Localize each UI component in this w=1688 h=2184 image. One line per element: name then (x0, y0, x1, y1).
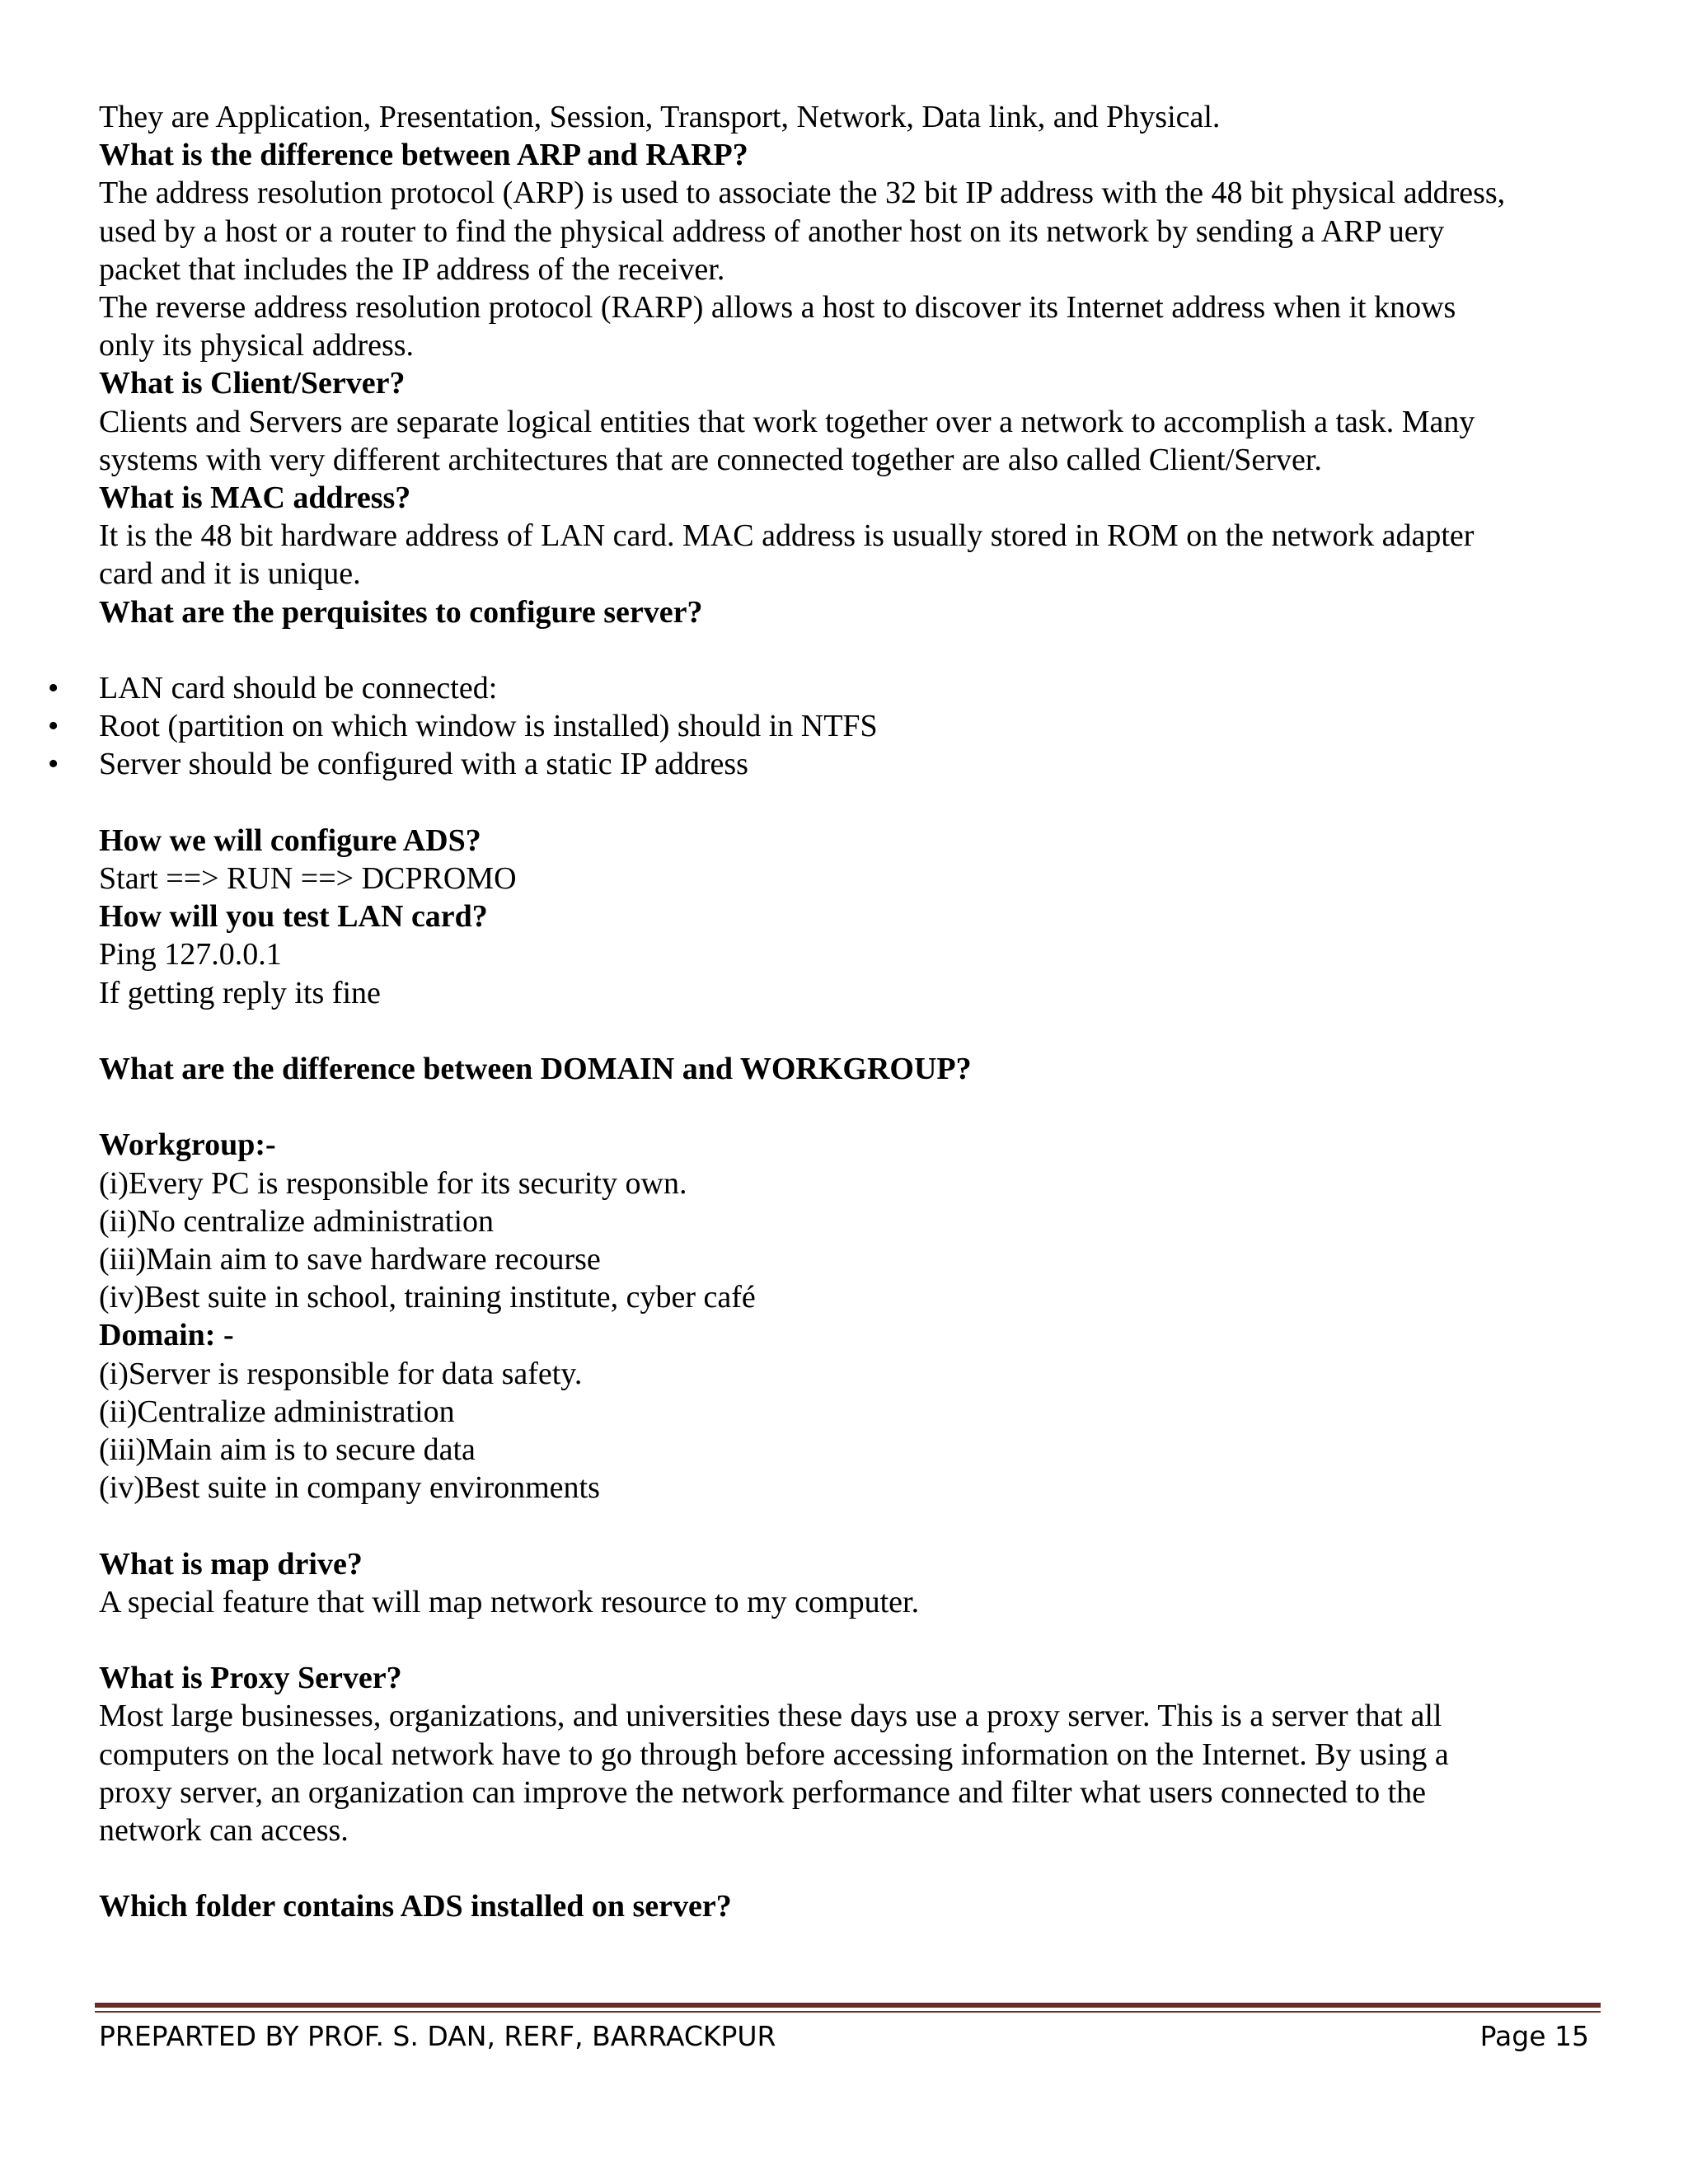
bullet-list-item (48, 707, 1607, 745)
arp-answer-line: packet that includes the IP address of the receiver. (99, 251, 725, 287)
footer-divider-thin (95, 2011, 1601, 2013)
proxy-answer-line: Most large businesses, organizations, and universities these days use a proxy server. This is a server that all (99, 1699, 1442, 1734)
osi-layers-line: They are Application, Presentation, Session, Transport, Network, Data link, and Physical. (99, 100, 1221, 134)
footer-divider-thick (95, 2003, 1601, 2008)
workgroup-heading: Workgroup:- (99, 1127, 276, 1163)
map-drive-question: What is map drive? (99, 1546, 363, 1582)
ads-answer: Start ==> RUN ==> DCPROMO (99, 861, 517, 897)
spacer (99, 1621, 1607, 1659)
bullet-icon: • (48, 671, 59, 706)
domain-item: (iv)Best suite in company environments (99, 1470, 600, 1506)
workgroup-item: (iii)Main aim to save hardware recourse (99, 1242, 601, 1277)
client-server-answer-line: Clients and Servers are separate logical entities that work together over a network to accomplish a task. Many (99, 404, 1475, 439)
domain-heading: Domain: - (99, 1318, 234, 1353)
proxy-answer-line: proxy server, an organization can improve the network performance and filter what users connected to the (99, 1774, 1427, 1810)
spacer (99, 1088, 1607, 1126)
client-server-answer-line: systems with very different architectures that are connected together are also called Client/Server. (99, 442, 1322, 477)
mac-question: What is MAC address? (99, 480, 411, 516)
domain-item: (i)Server is responsible for data safety. (99, 1356, 583, 1391)
ads-question: How we will configure ADS? (99, 823, 481, 858)
spacer (99, 631, 1607, 669)
bullet-icon: • (48, 709, 59, 744)
workgroup-item: (iv)Best suite in school, training institute, cyber café (99, 1280, 756, 1315)
rarp-answer-line: The reverse address resolution protocol (RARP) allows a host to discover its Internet address when it knows (99, 290, 1456, 326)
lan-test-answer-line: Ping 127.0.0.1 (99, 937, 282, 972)
lan-test-question: How will you test LAN card? (99, 899, 488, 935)
rarp-answer-line: only its physical address. (99, 328, 415, 363)
footer-author: PREPARTED BY PROF. S. DAN, RERF, BARRACKPUR (99, 2020, 776, 2052)
bullet-icon: • (48, 747, 59, 782)
footer-page-number: Page 15 (1479, 2020, 1589, 2052)
document-body (48, 98, 1607, 1926)
ads-folder-question: Which folder contains ADS installed on server? (99, 1889, 732, 1924)
arp-question: What is the difference between ARP and RARP? (99, 138, 748, 173)
domain-workgroup-question: What are the difference between DOMAIN and WORKGROUP? (99, 1052, 972, 1087)
domain-item: (iii)Main aim is to secure data (99, 1432, 476, 1468)
bullet-text: Server should be configured with a static IP address (99, 747, 748, 782)
arp-answer-line: The address resolution protocol (ARP) is used to associate the 32 bit IP address with the 48 bit physical address, (99, 176, 1506, 211)
spacer (99, 1849, 1607, 1887)
prerequisites-question: What are the perquisites to configure server? (99, 594, 703, 630)
spacer (99, 784, 1607, 822)
client-server-question: What is Client/Server? (99, 366, 406, 401)
bullet-text: LAN card should be connected: (99, 671, 498, 706)
proxy-answer-line: computers on the local network have to go through before accessing information on the Internet. By using a (99, 1736, 1449, 1772)
workgroup-item: (ii)No centralize administration (99, 1203, 495, 1239)
proxy-answer-line: network can access. (99, 1813, 349, 1849)
bullet-list-item (48, 669, 1607, 707)
mac-answer-line: card and it is unique. (99, 556, 361, 592)
arp-answer-line: used by a host or a router to find the physical address of another host on its network by sending a ARP uery (99, 213, 1445, 249)
lan-test-answer-line: If getting reply its fine (99, 975, 381, 1010)
spacer (99, 1012, 1607, 1050)
spacer (99, 1507, 1607, 1544)
bullet-list-item (48, 745, 1607, 783)
workgroup-item: (i)Every PC is responsible for its security own. (99, 1165, 687, 1201)
proxy-question: What is Proxy Server? (99, 1661, 402, 1696)
mac-answer-line: It is the 48 bit hardware address of LAN card. MAC address is usually stored in ROM on the network adapter (99, 518, 1475, 554)
map-drive-answer: A special feature that will map network resource to my computer. (99, 1584, 920, 1619)
domain-item: (ii)Centralize administration (99, 1394, 455, 1429)
bullet-text: Root (partition on which window is installed) should in NTFS (99, 709, 878, 744)
